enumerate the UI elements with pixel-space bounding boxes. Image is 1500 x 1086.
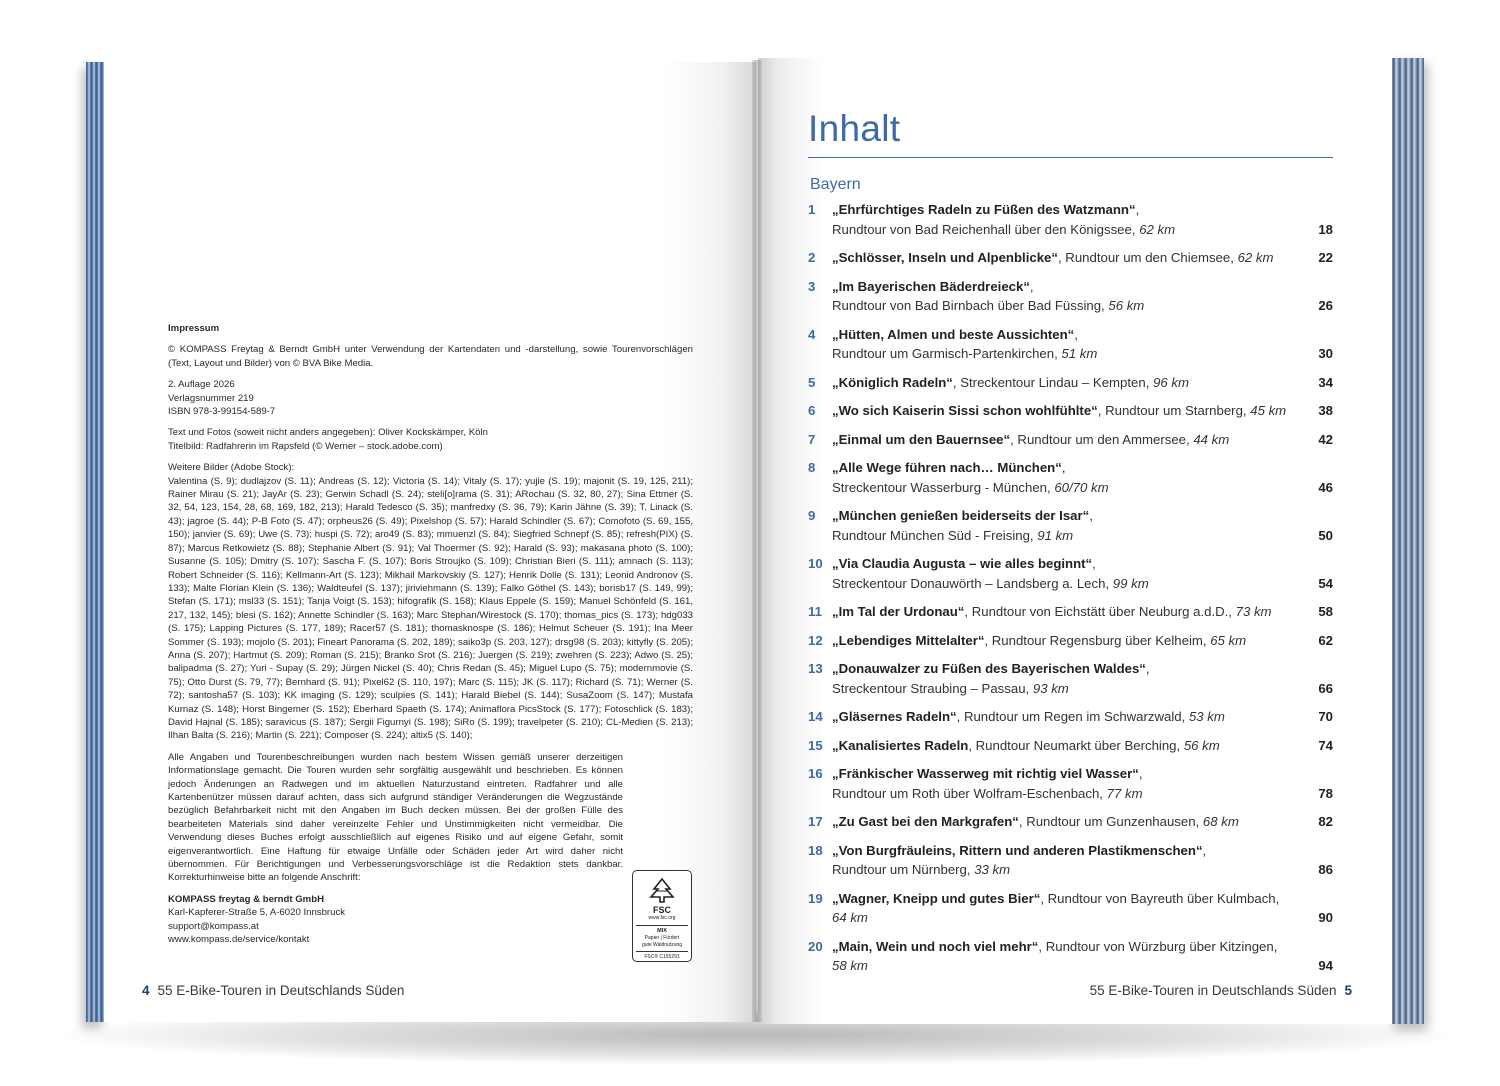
toc-entry-description: Rundtour um den Ammersee,	[1017, 431, 1194, 447]
toc-entry-description: Rundtour um Garmisch-Partenkirchen,	[832, 346, 1062, 361]
photo-credits	[168, 426, 693, 453]
toc-entry-page: 22	[1318, 250, 1333, 265]
toc-entry-number: 11	[808, 604, 822, 619]
fsc-mix: MIX	[657, 928, 667, 934]
toc-entry-number: 6	[808, 403, 816, 418]
impressum-block	[168, 322, 693, 954]
toc-entry-title: „Zu Gast bei den Markgrafen“	[832, 814, 1019, 829]
toc-entry-title: „Via Claudia Augusta – wie alles beginnt“	[832, 556, 1093, 571]
right-footer	[1090, 983, 1352, 998]
toc-entry	[808, 401, 1333, 421]
toc-entry	[808, 841, 1333, 880]
toc-entry	[808, 889, 1333, 928]
toc-entry-page: 42	[1318, 431, 1333, 447]
toc-entry-distance: 56 km	[1108, 298, 1145, 313]
toc-entry-text	[832, 200, 1293, 239]
toc-entry-number: 20	[808, 938, 823, 954]
toc-entry-title: „Donauwalzer zu Füßen des Bayerischen Waldes“	[832, 661, 1146, 676]
toc-entry-text	[832, 631, 1293, 651]
toc-entry-text	[832, 248, 1293, 268]
toc-entry-description: Rundtour München Süd - Freising,	[832, 527, 1038, 543]
toc-entry-number: 3	[808, 278, 816, 294]
fsc-logo-text: FSC	[653, 905, 671, 915]
toc-entry-distance: 77 km	[1106, 785, 1143, 801]
toc-entry-title: „Königlich Radeln“	[832, 374, 953, 390]
toc-entry-text	[832, 889, 1293, 928]
toc-entry-text	[832, 812, 1293, 832]
toc-divider	[808, 157, 1333, 158]
toc-entry-page: 30	[1318, 346, 1333, 361]
left-book-title: 55 E-Bike-Touren in Deutschlands Süden	[157, 983, 405, 998]
toc-entry-title: „Einmal um den Bauernsee“	[832, 431, 1011, 447]
toc-entry-title: „München genießen beiderseits der Isar“	[832, 508, 1090, 523]
toc-entry-distance: 33 km	[974, 862, 1011, 877]
toc-entry-separator: ,	[1040, 890, 1048, 906]
toc-list	[808, 200, 1333, 985]
toc-entry-page: 26	[1318, 298, 1333, 313]
toc-entry-distance: 45 km	[1250, 403, 1287, 418]
toc-entry-separator: ,	[968, 737, 976, 753]
impressum-title: Impressum	[168, 323, 220, 334]
toc-entry	[808, 200, 1333, 239]
toc-entry-number: 17	[808, 814, 823, 829]
toc-entry	[808, 764, 1333, 803]
toc-entry-distance: 62 km	[1139, 221, 1176, 237]
toc-entry	[808, 659, 1333, 698]
toc-entry-distance: 96 km	[1153, 374, 1189, 390]
toc-entry-text	[832, 602, 1293, 622]
toc-entry-separator: ,	[1138, 766, 1143, 781]
toc-entry-number: 19	[808, 890, 823, 906]
toc-entry-separator: ,	[1010, 431, 1018, 447]
toc-entry-page: 90	[1318, 910, 1333, 925]
toc-entry-page: 50	[1318, 527, 1333, 543]
toc-entry-title: „Alle Wege führen nach… München“	[832, 460, 1062, 475]
disclaimer-text: Alle Angaben und Tourenbeschreibungen wurden nach bestem Wissen gemäß unserer derzeitigen Informationslage gemacht. Die Touren wurden sehr sorgfältig ausgewählt und beschrieben. Es können jedoch Änderungen an Radwegen und im aktuellen Naturzustand eintreten. Radfahrer und alle Kartenbenützer müssen darauf achten, dass sich aufgrund ständiger Veränderungen die Wegzustände bezüglich Befahrbarkeit nicht mit den Angaben im Buch decken müssen. Bei der großen Fülle des bearbeiteten Materials sind daher vereinzelte Fehler und Unstimmigkeiten nicht vermeidbar. Die Verwendung dieses Buches erfolgt ausschließlich auf eigenes Risiko und auf eigene Gefahr, somit eigenverantwortlich. Eine Haftung für etwaige Unfälle oder Schäden jeder Art wird daher nicht übernommen. Für Berichtigungen und Verbesserungsvorschläge ist die Redaktion stets dankbar. Korrekturhinweise bitte an folgende Anschrift:	[168, 751, 623, 884]
fsc-org: www.fsc.org	[648, 915, 676, 921]
toc-entry-description: Rundtour von Bayreuth über Kulmbach,	[1047, 890, 1280, 906]
toc-entry-page: 78	[1318, 785, 1333, 801]
toc-entry-title: „Ehrfürchtiges Radeln zu Füßen des Watzmann“	[832, 202, 1136, 217]
cover-photo-credit: Titelbild: Radfahrerin im Rapsfeld (© Werner – stock.adobe.com)	[168, 440, 443, 452]
toc-entry-page: 66	[1318, 680, 1333, 696]
toc-entry-separator: ,	[1145, 661, 1150, 676]
toc-entry-page: 70	[1318, 709, 1333, 724]
toc-heading: Inhalt	[808, 108, 901, 149]
toc-entry	[808, 554, 1333, 593]
toc-entry-separator: ,	[1061, 460, 1066, 475]
toc-entry-description: Rundtour von Eichstätt über Neuburg a.d.D.,	[971, 604, 1236, 619]
toc-entry-page: 62	[1318, 632, 1333, 648]
support-email: support@kompass.at	[168, 920, 259, 932]
toc-entry-distance: 99 km	[1112, 575, 1149, 591]
toc-entry-title: „Schlösser, Inseln und Alpenblicke“	[832, 250, 1058, 265]
toc-entry-separator: ,	[1202, 842, 1207, 858]
toc-entry-page: 54	[1318, 575, 1333, 591]
copyright-text: © KOMPASS Freytag & Berndt GmbH unter Verwendung der Kartendaten und -darstellung, sowie Tourenvorschlägen (Text, Layout und Bilder) von © BVA Bike Media.	[168, 344, 693, 369]
toc-entry-text	[832, 401, 1293, 421]
edition-info	[168, 378, 693, 418]
toc-entry-text	[832, 373, 1293, 393]
toc-entry-number: 8	[808, 460, 816, 475]
toc-entry-separator: ,	[1135, 202, 1140, 217]
toc-entry-description: Rundtour um Roth über Wolfram-Eschenbach,	[832, 785, 1107, 801]
toc-entry	[808, 602, 1333, 622]
toc-entry-title: „Main, Wein und noch viel mehr“	[832, 938, 1039, 954]
toc-entry	[808, 707, 1333, 727]
toc-entry-number: 10	[808, 556, 823, 571]
company-name: KOMPASS freytag & berndt GmbH	[168, 893, 325, 905]
toc-entry-description: Streckentour Wasserburg - München,	[832, 479, 1055, 495]
toc-entry-distance: 58 km	[832, 958, 868, 973]
toc-entry-number: 16	[808, 766, 823, 781]
toc-entry-separator: ,	[952, 374, 961, 390]
street-address: Karl-Kapferer-Straße 5, A-6020 Innsbruck	[168, 907, 346, 919]
toc-entry-page: 46	[1318, 479, 1333, 495]
toc-entry-description: Rundtour Neumarkt über Berching,	[975, 737, 1184, 753]
toc-entry-description: Rundtour von Würzburg über Kitzingen,	[1045, 938, 1278, 954]
toc-entry-separator: ,	[1038, 938, 1046, 954]
support-url: www.kompass.de/service/kontakt	[168, 934, 310, 946]
toc-entry-distance: 60/70 km	[1054, 479, 1109, 495]
toc-entry-number: 13	[808, 661, 823, 676]
toc-entry-number: 12	[808, 632, 823, 648]
toc-entry-text	[832, 736, 1293, 756]
toc-entry-text	[832, 659, 1293, 698]
toc-entry-description: Rundtour um Starnberg,	[1105, 403, 1251, 418]
toc-entry-text	[832, 325, 1293, 364]
right-page-number: 5	[1344, 983, 1352, 998]
toc-entry-number: 18	[808, 842, 823, 858]
toc-entry-description: Rundtour von Bad Birnbach über Bad Füssing,	[832, 298, 1109, 313]
book-edge-left	[86, 62, 106, 1022]
toc-entry-text	[832, 430, 1293, 450]
toc-entry	[808, 430, 1333, 450]
toc-entry-title: „Im Bayerischen Bäderdreieck“	[832, 278, 1030, 294]
book-gutter	[752, 60, 762, 1022]
toc-entry-title: „Wo sich Kaiserin Sissi schon wohlfühlte“	[832, 403, 1098, 418]
toc-entry-title: „Von Burgfräuleins, Rittern und anderen Plastikmenschen“	[832, 842, 1203, 858]
toc-entry-page: 18	[1318, 221, 1333, 237]
toc-entry-distance: 68 km	[1202, 814, 1239, 829]
toc-entry-page: 74	[1318, 737, 1333, 753]
toc-entry-distance: 65 km	[1210, 632, 1247, 648]
toc-entry-text	[832, 277, 1293, 316]
toc-entry-description: Rundtour um den Chiemsee,	[1065, 250, 1238, 265]
toc-entry	[808, 458, 1333, 497]
book-edge-right	[1390, 58, 1424, 1024]
toc-entry-separator: ,	[1018, 814, 1027, 829]
toc-entry-separator: ,	[1092, 556, 1096, 571]
toc-entry-text	[832, 937, 1293, 976]
toc-entry-page: 34	[1318, 374, 1333, 390]
toc-entry-separator: ,	[964, 604, 972, 619]
toc-entry-page: 58	[1318, 604, 1333, 619]
toc-entry	[808, 506, 1333, 545]
toc-entry-description: Rundtour um Gunzenhausen,	[1026, 814, 1203, 829]
toc-entry-number: 2	[808, 250, 816, 265]
toc-entry-number: 4	[808, 326, 816, 342]
fsc-tree-logo-icon	[633, 877, 691, 906]
toc-entry-separator: ,	[1097, 403, 1106, 418]
toc-entry-text	[832, 764, 1293, 803]
toc-entry-page: 82	[1318, 814, 1333, 829]
contact-address	[168, 893, 693, 947]
toc-entry-text	[832, 841, 1293, 880]
toc-entry-title: „Gläsernes Radeln“	[832, 709, 957, 724]
left-footer	[142, 983, 404, 998]
toc-entry-separator: ,	[1074, 326, 1078, 342]
toc-entry-separator: ,	[1029, 278, 1034, 294]
toc-entry-distance: 56 km	[1183, 737, 1220, 753]
toc-entry-separator: ,	[1057, 250, 1066, 265]
toc-entry-distance: 44 km	[1193, 431, 1230, 447]
toc-entry-description: Streckentour Straubing – Passau,	[832, 680, 1033, 696]
toc-entry	[808, 248, 1333, 268]
isbn: ISBN 978-3-99154-589-7	[168, 406, 276, 418]
toc-entry-distance: 51 km	[1061, 346, 1098, 361]
toc-entry-title: „Lebendiges Mittelalter“	[832, 632, 985, 648]
toc-entry-description: Streckentour Lindau – Kempten,	[960, 374, 1154, 390]
toc-entry	[808, 325, 1333, 364]
toc-entry-separator: ,	[984, 632, 992, 648]
toc-entry-title: „Wagner, Kneipp und gutes Bier“	[832, 890, 1041, 906]
text-photos-credit: Text und Fotos (soweit nicht anders angegeben): Oliver Kockskämper, Köln	[168, 427, 488, 439]
toc-entry	[808, 736, 1333, 756]
toc-entry-distance: 91 km	[1037, 527, 1074, 543]
toc-entry-number: 1	[808, 202, 816, 217]
right-book-title: 55 E-Bike-Touren in Deutschlands Süden	[1089, 983, 1337, 998]
fsc-desc-2: gute Waldnutzung	[641, 942, 683, 948]
toc-entry-description: Streckentour Donauwörth – Landsberg a. Lech,	[832, 575, 1113, 591]
toc-entry-distance: 64 km	[832, 910, 868, 925]
toc-entry	[808, 277, 1333, 316]
toc-entry-title: „Kanalisiertes Radeln	[832, 737, 969, 753]
toc-entry-text	[832, 554, 1293, 593]
toc-entry-separator: ,	[1089, 508, 1093, 523]
left-page-number: 4	[142, 983, 150, 998]
toc-entry-title: „Im Tal der Urdonau“	[832, 604, 965, 619]
toc-entry-number: 5	[808, 374, 816, 390]
publisher-number: Verlagsnummer 219	[168, 392, 254, 404]
toc-entry	[808, 937, 1333, 976]
toc-entry-separator: ,	[956, 709, 964, 724]
more-images-list: Valentina (S. 9); dudlajzov (S. 11); Andreas (S. 12); Victoria (S. 14); Vitaly (S. 17); yujie (S. 19); majonit (S. 19, 125, 211); Rainer Mirau (S. 21); JayAr (S. 23); Gerwin Schadl (S. 24); steli[o]rama (S. 31); ARochau (S. 32, 80, 27); Sina Ettmer (S. 32, 54, 123, 154, 28, 68, 169, 182, 213); Harald Tedesco (S. 35); manfredxy (S. 36, 79); Karin Jähne (S. 39); T. Linack (S. 43); jagroe (S. 44); P-B Foto (S. 47); orpheus26 (S. 49); Pixelshop (S. 57); Harald Schindler (S. 67); Comofoto (S. 69, 155, 150); janvier (S. 69); Uwe (S. 73); huspi (S. 72); aro49 (S. 83); mmuenzl (S. 84); Siegfried Schnepf (S. 85); refresh(PIX) (S. 87); Marcus Retkowietz (S. 88); Stephanie Albert (S. 91); Val Thoermer (S. 92); Harald (S. 93); makasana photo (S. 100); Susanne (S. 105); Dmitry (S. 107); Sascha F. (S. 107); Boris Stroujko (S. 109); Christian Bieri (S. 111); amnach (S. 113); Robert Schneider (S. 116); Kellmann-Art (S. 123); Mikhail Markovskiy (S. 127); Henrik Dolle (S. 131); Leonid Andronov (S. 133); Malte Florian Klein (S. 136); Waldteufel (S. 137); jiriviehmann (S. 139); Falko Göthel (S. 143); borisb17 (S. 149, 99); Stefan (S. 171); msl33 (S. 151); Tanja Voigt (S. 153); hifografik (S. 158); Klaus Eppele (S. 159); Manuel Schönfeld (S. 161, 217, 132, 145); blesi (S. 162); Annette Schindler (S. 163); Marc Stephan/Wirestock (S. 170); thomas_pics (S. 173); hdg033 (S. 175); Lapping Pictures (S. 177, 189); Racer57 (S. 181); thomasknospe (S. 186); Helmut Scheuer (S. 191); Ina Meer Sommer (S. 193); mojolo (S. 201); Fineart Panorama (S. 202, 189); saiko3p (S. 203, 127); drsg98 (S. 203); kittyfly (S. 205); Anna (S. 207); Hartmut (S. 209); Roman (S. 215); Branko Srot (S. 216); Juergen (S. 219); zwehren (S. 223); Adwo (S. 25); balipadma (S. 27); Yuri - Supay (S. 29); Jürgen Nickel (S. 40); Chris Redan (S. 45); Miguel Lupo (S. 75); modernmovie (S. 75); Otto Durst (S. 79, 77); Bernhard (S. 91); Pixel62 (S. 110, 197); Marc (S. 115); JK (S. 117); Richard (S. 71); Werner (S. 72); santosha57 (S. 103); KK imaging (S. 129); sculpies (S. 141); Harald Biebel (S. 144); SusaZoom (S. 147); Mustafa Kurnaz (S. 148); Horst Bingemer (S. 152); Eberhard Spaeth (S. 174); Animaflora PicsStock (S. 177); Fotoschlick (S. 183); David Hajnal (S. 185); saravicus (S. 187); Sergii Figurnyi (S. 198); SiRo (S. 199); travelpeter (S. 210); CL-Medien (S. 213); Ilhan Balta (S. 216); Martin (S. 221); Composer (S. 224); altix5 (S. 140);	[168, 475, 693, 742]
toc-entry-description: Rundtour von Bad Reichenhall über den Königssee,	[832, 221, 1140, 237]
toc-entry-description: Rundtour um Regen im Schwarzwald,	[963, 709, 1189, 724]
toc-entry-distance: 73 km	[1235, 604, 1272, 619]
toc-entry-distance: 62 km	[1237, 250, 1274, 265]
toc-entry-title: „Fränkischer Wasserweg mit richtig viel Wasser“	[832, 766, 1139, 781]
toc-entry-number: 7	[808, 431, 816, 447]
more-images-credits	[168, 461, 693, 743]
toc-entry-description: Rundtour um Nürnberg,	[832, 862, 975, 877]
toc-entry-text	[832, 506, 1293, 545]
toc-entry	[808, 812, 1333, 832]
toc-entry	[808, 373, 1333, 393]
section-title: Bayern	[810, 176, 861, 193]
fsc-desc-1: Papier | Fördert	[644, 935, 680, 941]
toc-entry-distance: 53 km	[1188, 709, 1225, 724]
fsc-label	[632, 870, 692, 962]
toc-entry-number: 15	[808, 737, 823, 753]
toc-entry-number: 9	[808, 508, 816, 523]
toc-entry-title: „Hütten, Almen und beste Aussichten“	[832, 326, 1075, 342]
edition: 2. Auflage 2026	[168, 379, 235, 391]
toc-entry-text	[832, 458, 1293, 497]
toc-entry-page: 38	[1318, 403, 1333, 418]
toc-entry	[808, 631, 1333, 651]
toc-entry-distance: 93 km	[1032, 680, 1069, 696]
toc-entry-description: Rundtour Regensburg über Kelheim,	[991, 632, 1211, 648]
more-images-title: Weitere Bilder (Adobe Stock):	[168, 462, 295, 474]
toc-entry-text	[832, 707, 1293, 727]
toc-entry-page: 86	[1318, 862, 1333, 877]
toc-entry-page: 94	[1318, 958, 1333, 973]
fsc-code: FSC® C155291	[644, 954, 680, 960]
toc-entry-number: 14	[808, 709, 823, 724]
